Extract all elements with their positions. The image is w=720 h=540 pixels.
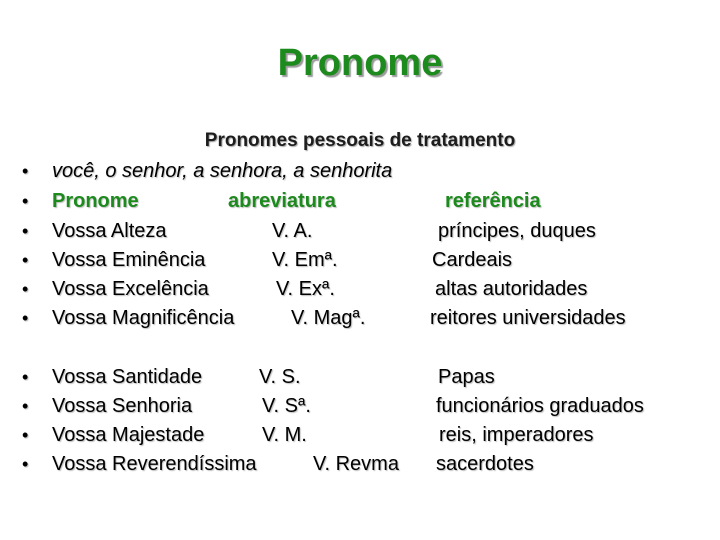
- bullet-icon: •: [22, 221, 29, 241]
- pronoun-text: Vossa Senhoria: [52, 395, 193, 417]
- abbreviation-text: V. Exª.: [276, 278, 335, 300]
- bullet-icon: •: [22, 250, 29, 270]
- pronoun-text: Vossa Santidade: [52, 366, 203, 388]
- bullet-icon: •: [22, 191, 29, 211]
- bullet-icon: •: [22, 308, 29, 328]
- reference-text: Papas: [438, 366, 495, 388]
- bullet-icon: •: [22, 425, 29, 445]
- list-item-intro: [0, 156, 720, 186]
- list-item: [0, 245, 720, 275]
- list-item: [0, 420, 720, 450]
- abbreviation-text: V. Revma: [313, 453, 399, 475]
- reference-text: Cardeais: [432, 249, 513, 271]
- reference-text: príncipes, duques: [438, 220, 596, 242]
- reference-text: reis, imperadores: [439, 424, 594, 446]
- intro-text: você, o senhor, a senhora, a senhorita: [52, 160, 393, 182]
- reference-text: reitores universidades: [430, 307, 626, 329]
- list-item-header: [0, 186, 720, 216]
- list-item: [0, 216, 720, 246]
- bullet-icon: •: [22, 454, 29, 474]
- header-pronoun: Pronome: [52, 190, 139, 212]
- abbreviation-text: V. A.: [272, 220, 313, 242]
- bullet-icon: •: [22, 279, 29, 299]
- pronoun-text: Vossa Majestade: [52, 424, 205, 446]
- pronoun-text: Vossa Reverendíssima: [52, 453, 257, 475]
- bullet-icon: •: [22, 367, 29, 387]
- abbreviation-text: V. Emª.: [272, 249, 338, 271]
- pronoun-text: Vossa Eminência: [52, 249, 206, 271]
- reference-text: sacerdotes: [436, 453, 534, 475]
- abbreviation-text: V. Magª.: [291, 307, 366, 329]
- header-reference: referência: [445, 190, 541, 212]
- abbreviation-text: V. Sª.: [262, 395, 311, 417]
- pronoun-text: Vossa Magnificência: [52, 307, 235, 329]
- slide-title: Pronome: [277, 42, 443, 84]
- abbreviation-text: V. M.: [262, 424, 307, 446]
- list-item: [0, 449, 720, 479]
- abbreviation-text: V. S.: [259, 366, 301, 388]
- pronoun-text: Vossa Excelência: [52, 278, 209, 300]
- bullet-icon: •: [22, 161, 29, 181]
- bullet-icon: •: [22, 396, 29, 416]
- list-item: [0, 362, 720, 392]
- reference-text: altas autoridades: [435, 278, 588, 300]
- list-item: [0, 274, 720, 304]
- list-item: [0, 303, 720, 333]
- list-item: [0, 391, 720, 421]
- header-abbreviation: abreviatura: [228, 190, 336, 212]
- slide-subtitle: Pronomes pessoais de tratamento: [204, 130, 516, 151]
- pronoun-text: Vossa Alteza: [52, 220, 167, 242]
- reference-text: funcionários graduados: [436, 395, 644, 417]
